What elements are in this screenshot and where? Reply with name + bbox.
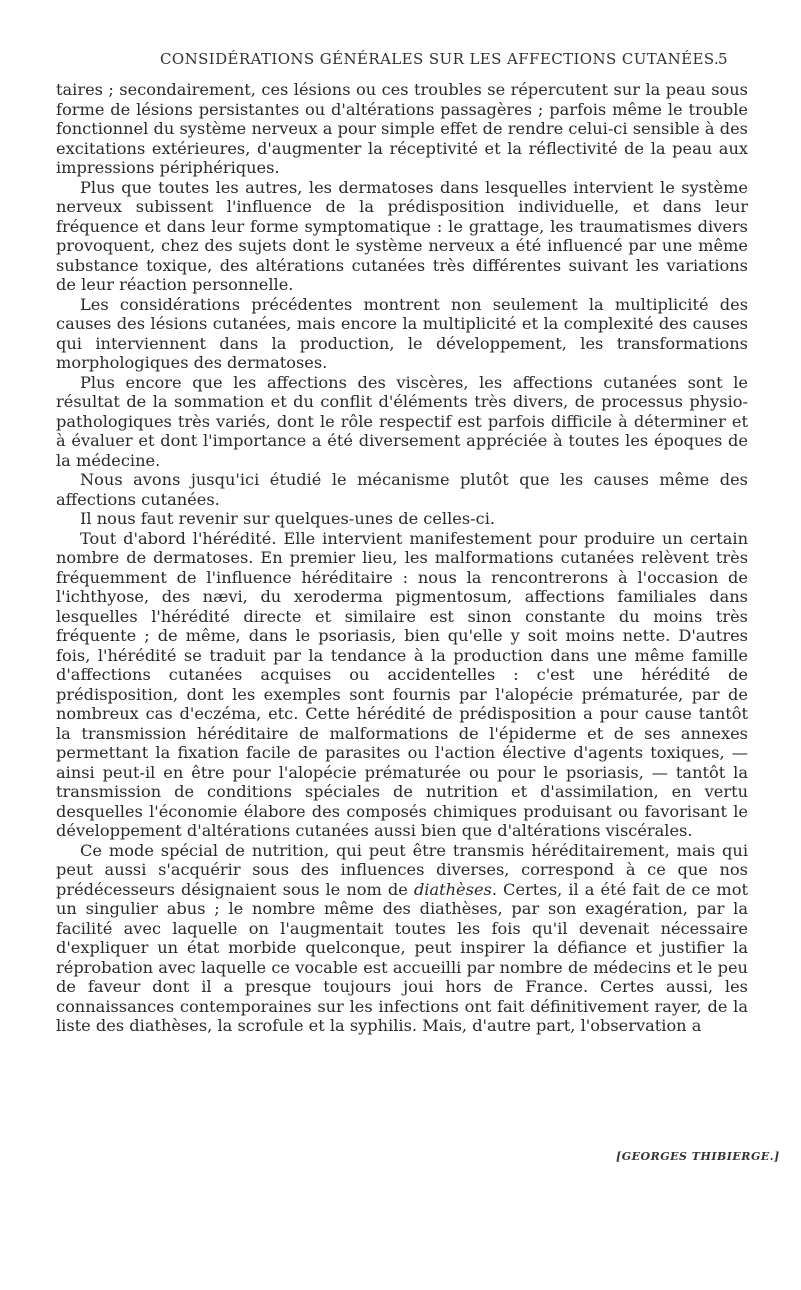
paragraph: Les considérations précédentes montrent non seulement la multiplicité des causes des lésions cutanées, mais encore la multiplicité et la complexité des causes qui interviennent dans la production, le développement, les transformations morphologiques des dermatoses. — [56, 294, 748, 372]
body-text — [56, 80, 748, 1036]
paragraph-text: Ce mode spécial de nutrition, qui peut être transmis héréditairement, mais qui peut aussi s'acquérir sous des influences diverses, correspond à ce que nos prédécesseurs désignaient sous le nom de — [56, 840, 748, 899]
paragraph — [56, 841, 748, 1036]
paragraph-text: . Certes, il a été fait de ce mot un singulier abus ; le nombre même des diathèses, par son exagération, par la facilité avec laquelle on l'augmentait toutes les fois qu'il devenait nécessaire d'expliquer un état morbide quelconque, peut inspirer la défiance et justifier la réprobation avec laquelle ce vocable est accueilli par nombre de médecins et le peu de faveur dont il a presque toujours joui hors de France. Certes aussi, les connaissances contemporaines sur les infections ont fait définitivement rayer, de la liste des diathèses, la scrofule et la syphilis. Mais, d'autre part, l'observation a — [56, 879, 748, 1035]
paragraph: Plus que toutes les autres, les dermatoses dans lesquelles intervient le système nerveux subissent l'influence de la prédisposition individuelle, et dans leur fréquence et dans leur forme symptomatique : le grattage, les traumatismes divers provoquent, chez des sujets dont le système nerveux a été influencé par une même substance toxique, des altérations cutanées très différentes suivant les variations de leur réaction personnelle. — [56, 177, 748, 294]
paragraph: Il nous faut revenir sur quelques-unes de celles-ci. — [80, 509, 496, 528]
page-number: 5 — [718, 50, 728, 68]
printer-signature: [GEORGES THIBIERGE.] — [616, 1150, 780, 1163]
emphasis-term: diathèses — [413, 879, 492, 899]
paragraph: taires ; secondairement, ces lésions ou ces troubles se répercutent sur la peau sous forme de lésions persistantes ou d'altérations passagères ; parfois même le trouble fonctionnel du système nerveux a pour simple effet de rendre celui-ci sensible à des excitations extérieures, d'augmenter la réceptivité et la réflectivité de la peau aux impressions périphériques. — [56, 80, 748, 177]
paragraph: Plus encore que les affections des viscères, les affections cutanées sont le résultat de la sommation et du conflit d'éléments très divers, de processus physio-pathologiques très variés, dont le rôle respectif est parfois difficile à déterminer et à évaluer et dont l'importance a été diversement appréciée à toutes les époques de la médecine. — [56, 372, 748, 470]
running-head: CONSIDÉRATIONS GÉNÉRALES SUR LES AFFECTIONS CUTANÉES. — [160, 50, 720, 68]
paragraph: Tout d'abord l'hérédité. Elle intervient manifestement pour produire un certain nombre de dermatoses. En premier lieu, les malformations cutanées relèvent très fréquemment de l'influence héréditaire : nous la rencontrerons à l'occasion de l'ichthyose, des nævi, du xeroderma pigmentosum, affections familiales dans lesquelles l'hérédité directe et similaire est sinon constante du moins très fréquente ; de même, dans le psoriasis, bien qu'elle y soit moins nette. D'autres fois, l'hérédité se traduit par la tendance à la production dans une même famille d'affections cutanées acquises ou accidentelles : c'est une hérédité de prédisposition, dont les exemples sont fournis par l'alopécie prématurée, par de nombreux cas d'eczéma, etc. Cette hérédité de prédisposition a pour cause tantôt la transmission héréditaire de malformations de l'épiderme et de ses annexes permettant la fixation facile de parasites ou l'action élective d'agents toxiques, — ainsi peut-il en être pour l'alopécie prématurée ou pour le psoriasis, — tantôt la transmission de conditions spéciales de nutrition et d'assimilation, en vertu desquelles l'économie élabore des composés chimiques produisant ou favorisant le développement d'altérations cutanées aussi bien que d'altérations viscérales. — [56, 528, 748, 840]
paragraph: Nous avons jusqu'ici étudié le mécanisme plutôt que les causes même des affections cutanées. — [56, 470, 748, 509]
